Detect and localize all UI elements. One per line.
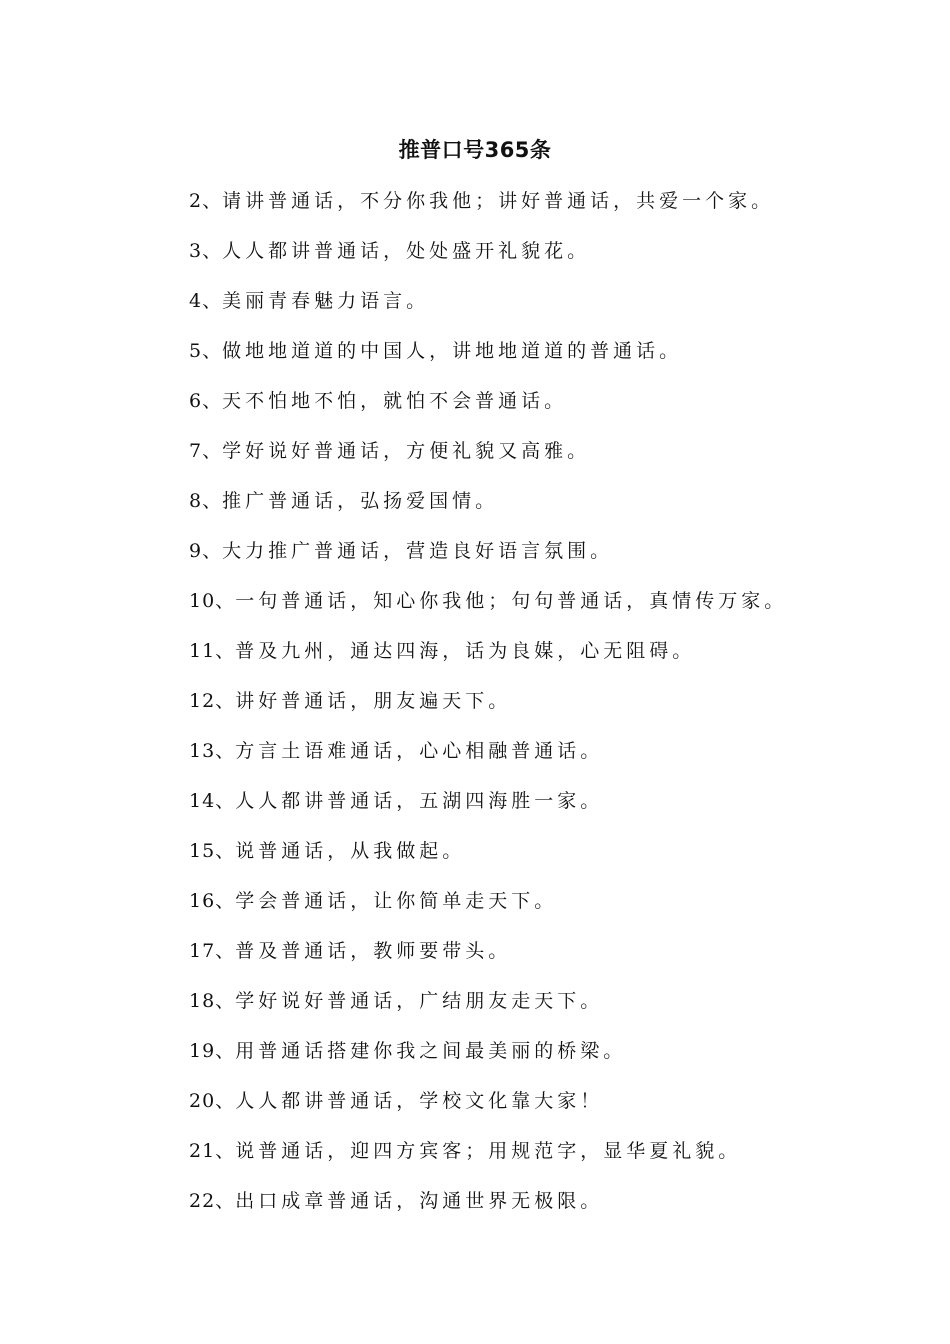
item-text: 请讲普通话，不分你我他；讲好普通话，共爱一个家。: [222, 190, 775, 212]
item-text: 推广普通话，弘扬爱国情。: [222, 490, 499, 512]
item-text: 学好说好普通话，广结朋友走天下。: [235, 990, 604, 1012]
item-text: 方言土语难通话，心心相融普通话。: [235, 740, 604, 762]
item-text: 讲好普通话，朋友遍天下。: [235, 690, 512, 712]
item-number: 6、: [189, 390, 223, 412]
list-item: [189, 834, 787, 884]
list-item: [189, 934, 787, 984]
item-text: 普及普通话，教师要带头。: [235, 940, 512, 962]
list-item: [189, 234, 787, 284]
list-item: [189, 534, 787, 584]
list-item: [189, 284, 787, 334]
list-item: [189, 884, 787, 934]
item-number: 11、: [189, 640, 236, 662]
list-item: [189, 384, 787, 434]
item-number: 21、: [189, 1140, 236, 1162]
item-number: 10、: [189, 590, 236, 612]
list-item: [189, 1134, 787, 1184]
item-number: 15、: [189, 840, 236, 862]
list-item: [189, 584, 787, 634]
list-item: [189, 434, 787, 484]
item-number: 16、: [189, 890, 236, 912]
list-item: [189, 1184, 787, 1234]
item-text: 天不怕地不怕，就怕不会普通话。: [222, 390, 568, 412]
item-text: 普及九州，通达四海，话为良媒，心无阻碍。: [235, 640, 696, 662]
list-item: [189, 634, 787, 684]
item-text: 一句普通话，知心你我他；句句普通话，真情传万家。: [235, 590, 788, 612]
item-number: 17、: [189, 940, 236, 962]
item-number: 5、: [189, 340, 223, 362]
item-text: 做地地道道的中国人，讲地地道道的普通话。: [222, 340, 683, 362]
item-number: 12、: [189, 690, 236, 712]
item-text: 人人都讲普通话，五湖四海胜一家。: [235, 790, 604, 812]
item-number: 18、: [189, 990, 236, 1012]
list-item: [189, 1084, 787, 1134]
list-item: [189, 984, 787, 1034]
list-item: [189, 184, 787, 234]
slogan-list: [189, 184, 787, 1234]
list-item: [189, 784, 787, 834]
item-text: 美丽青春魅力语言。: [222, 290, 430, 312]
list-item: [189, 684, 787, 734]
document-title: 推普口号365条: [398, 138, 552, 162]
item-text: 人人都讲普通话，处处盛开礼貌花。: [222, 240, 591, 262]
item-number: 2、: [189, 190, 223, 212]
item-text: 大力推广普通话，营造良好语言氛围。: [222, 540, 614, 562]
list-item: [189, 484, 787, 534]
item-number: 9、: [189, 540, 223, 562]
item-text: 用普通话搭建你我之间最美丽的桥梁。: [235, 1040, 627, 1062]
item-number: 19、: [189, 1040, 236, 1062]
item-number: 8、: [189, 490, 223, 512]
item-number: 13、: [189, 740, 236, 762]
item-text: 学会普通话，让你简单走天下。: [235, 890, 558, 912]
item-number: 4、: [189, 290, 223, 312]
item-number: 20、: [189, 1090, 236, 1112]
item-number: 22、: [189, 1190, 236, 1212]
item-text: 学好说好普通话，方便礼貌又高雅。: [222, 440, 591, 462]
item-text: 出口成章普通话，沟通世界无极限。: [235, 1190, 604, 1212]
item-text: 说普通话，从我做起。: [235, 840, 466, 862]
item-number: 7、: [189, 440, 223, 462]
list-item: [189, 334, 787, 384]
item-text: 人人都讲普通话，学校文化靠大家！: [235, 1090, 604, 1112]
item-text: 说普通话，迎四方宾客；用规范字，显华夏礼貌。: [235, 1140, 742, 1162]
item-number: 14、: [189, 790, 236, 812]
item-number: 3、: [189, 240, 223, 262]
list-item: [189, 1034, 787, 1084]
list-item: [189, 734, 787, 784]
